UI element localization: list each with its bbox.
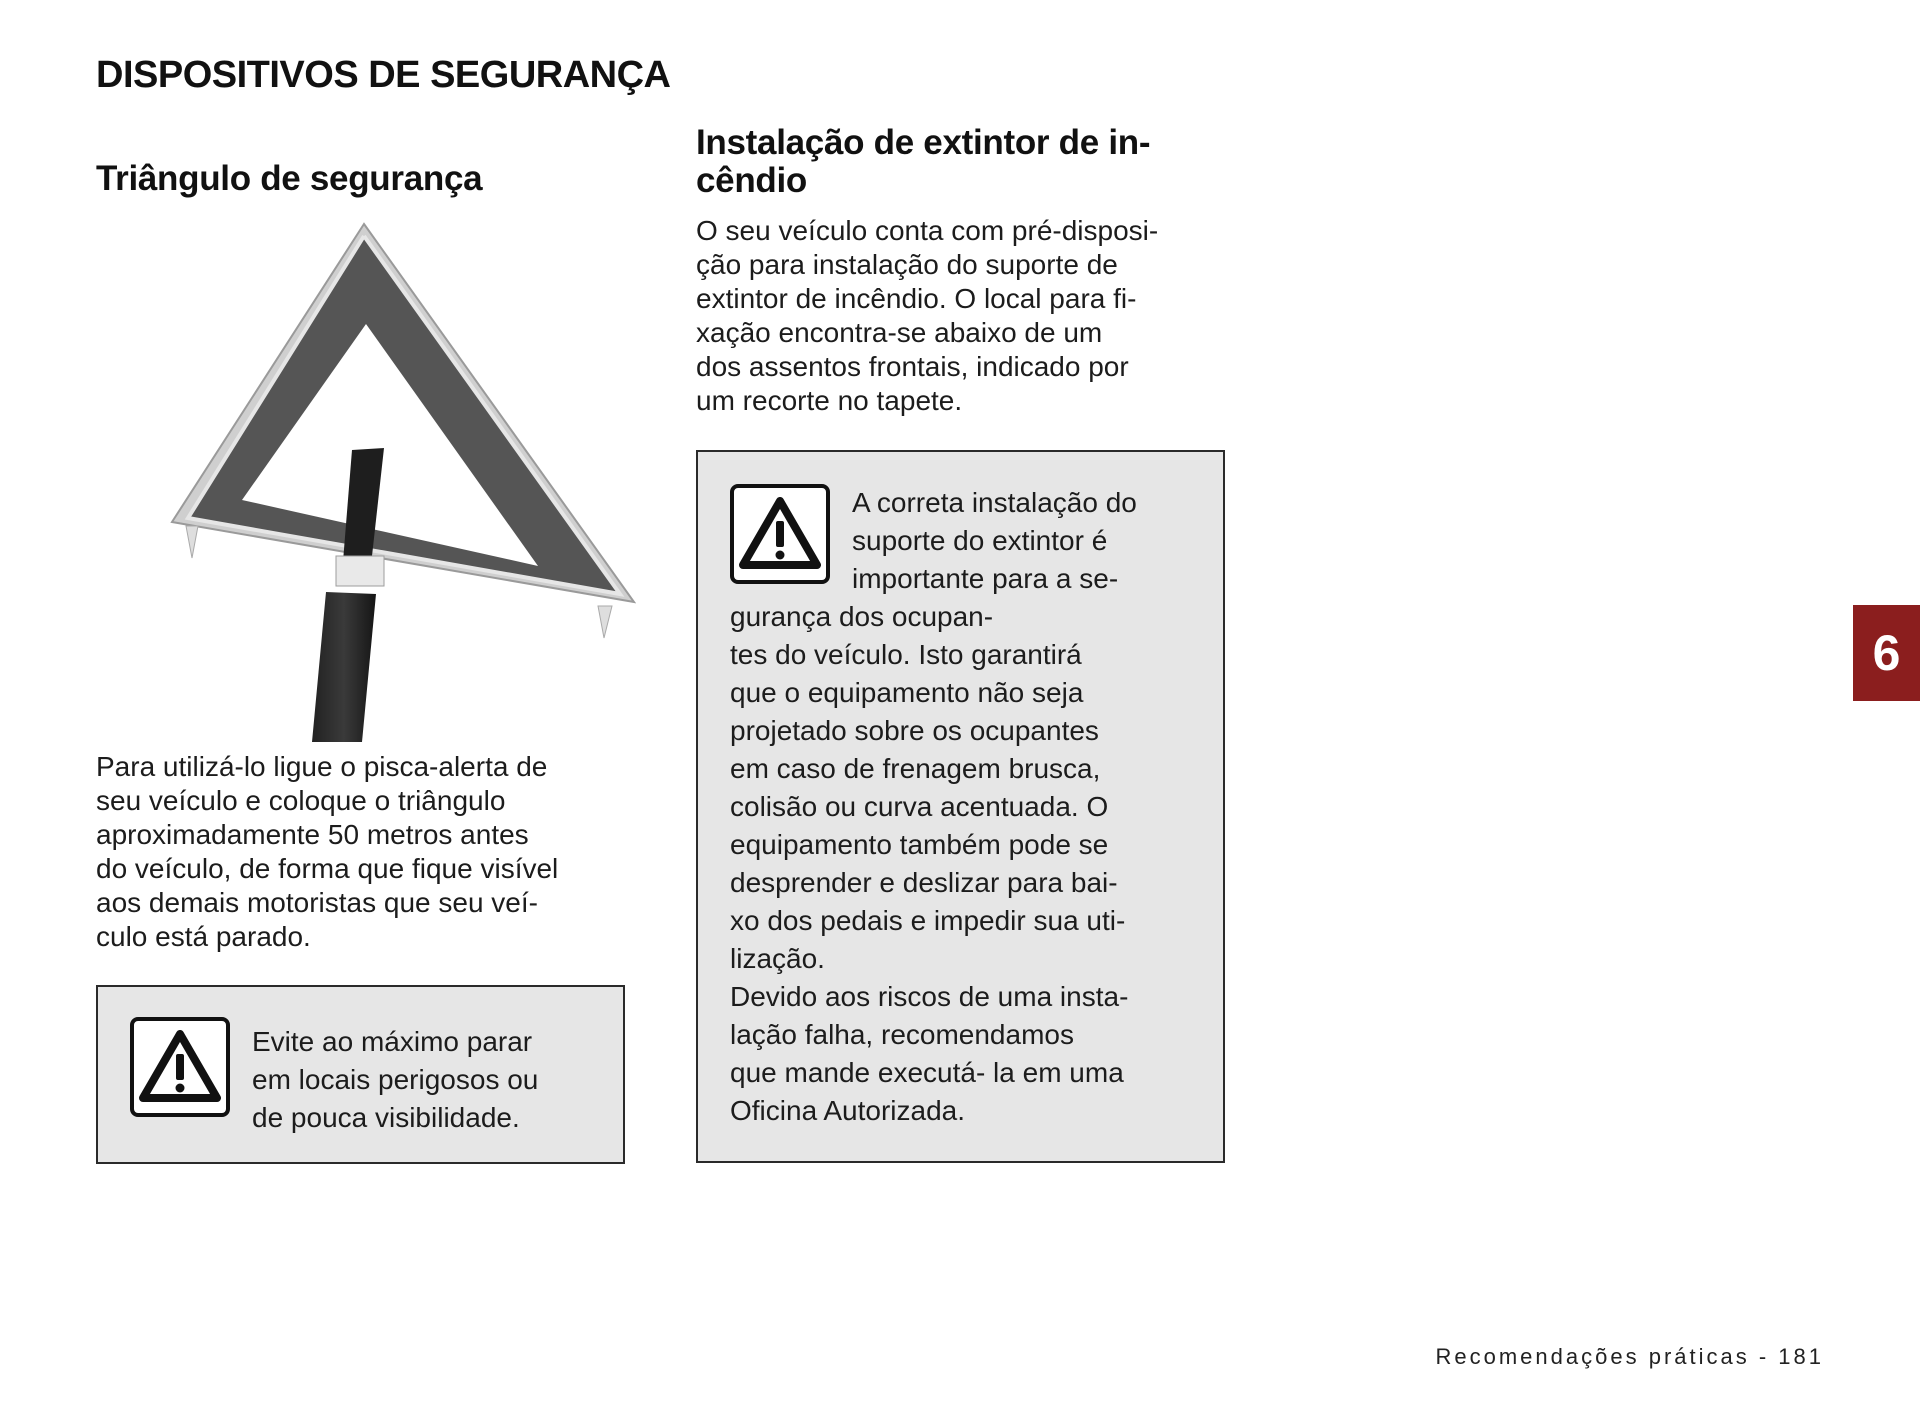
extinguisher-section [696, 124, 1226, 418]
caution-icon [130, 1017, 230, 1117]
extinguisher-heading: Instalação de extintor de in- cêndio [696, 123, 1151, 200]
chapter-tab[interactable]: 6 [1853, 605, 1920, 701]
page-footer: Recomendações práticas - 181 [1435, 1344, 1824, 1369]
page-title: DISPOSITIVOS DE SEGURANÇA [96, 54, 671, 96]
triangle-warning-box [96, 985, 625, 1164]
extinguisher-warning-text: A correta instalação do suporte do extintor é importante para a se- gurança dos ocupan- tes do veículo. Isto garantirá que o equipamento não seja projetado sobre os ocupantes em caso de frenagem brusca, colisão ou curva acentuada. O equipamento também pode se desprender e deslizar para bai- xo dos pedais e impedir sua uti- lização. Devido aos riscos de uma insta- lação falha, recomendamos que mande executá- la em uma Oficina Autorizada. [730, 487, 1137, 1126]
caution-icon [730, 484, 830, 584]
triangle-instructions: Para utilizá-lo ligue o pisca-alerta de seu veículo e coloque o triângulo aproximadamente 50 metros antes do veículo, de forma que fique visível aos demais motoristas que seu veí- culo está parado. [96, 751, 559, 952]
triangle-warning-text: Evite ao máximo parar em locais perigosos ou de pouca visibilidade. [252, 1026, 539, 1133]
warning-triangle-photo [136, 222, 636, 742]
extinguisher-warning-box [696, 450, 1225, 1163]
triangle-section [96, 150, 626, 952]
extinguisher-body: O seu veículo conta com pré-disposi- ção para instalação do suporte de extintor de incêndio. O local para fi- xação encontra-se abaixo de um dos assentos frontais, indicado por um recorte no tapete. [696, 215, 1159, 416]
triangle-heading: Triângulo de segurança [96, 159, 483, 198]
